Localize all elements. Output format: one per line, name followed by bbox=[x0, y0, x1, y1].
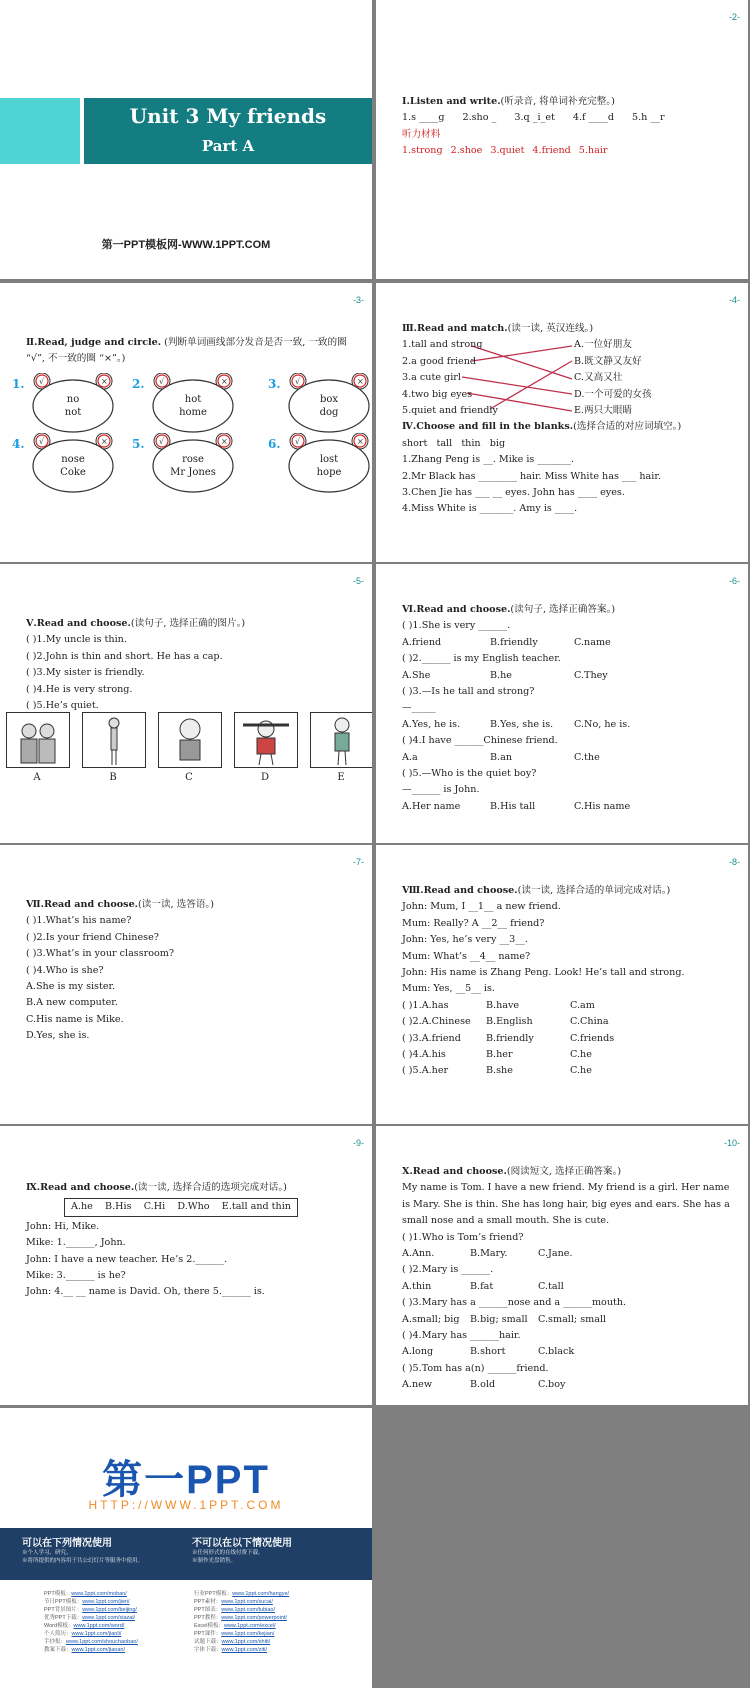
svg-text:×: × bbox=[221, 437, 228, 446]
text-line: D.Yes, she is. bbox=[26, 1030, 90, 1042]
text-line: John: I have a new teacher. He’s 2.______. bbox=[26, 1253, 228, 1265]
link-label: 试题下载： bbox=[194, 1639, 222, 1645]
text-line: ( )4.I have ______Chinese friend. bbox=[402, 735, 558, 747]
option: C.friends bbox=[570, 1032, 615, 1044]
word-2: not bbox=[64, 407, 82, 418]
link-label: 教案下载： bbox=[44, 1647, 72, 1653]
question-list bbox=[402, 618, 740, 815]
option-box: A.he B.His C.Hi D.Who E.tall and thin bbox=[64, 1198, 298, 1216]
text-line bbox=[402, 750, 740, 766]
link-row bbox=[44, 1622, 138, 1630]
slide-7 bbox=[0, 845, 372, 1124]
option: B.friendly bbox=[490, 636, 538, 648]
option: A.Ann. bbox=[402, 1248, 435, 1260]
reading-passage: My name is Tom. I have a new friend. My friend is a girl. Her name is Mary. She is thin. She has long hair, big eyes and ears. She has a small nose and a small mouth. She is cute. bbox=[402, 1182, 730, 1227]
can-use-title: 可以在下列情况使用 bbox=[22, 1538, 112, 1549]
link-url[interactable]: www.1ppt.com/ziti/ bbox=[221, 1647, 268, 1653]
usage-band bbox=[0, 1528, 372, 1580]
option: A.small; big bbox=[402, 1313, 460, 1325]
word-1: nose bbox=[61, 454, 85, 465]
text-line: ( )3.Mary has a ______nose and a ______mouth. bbox=[402, 1297, 627, 1309]
bear-number: 6. bbox=[268, 437, 281, 451]
option: A.long bbox=[402, 1346, 434, 1358]
text-line: John: Mum, I __1__ a new friend. bbox=[402, 901, 561, 913]
section-heading: Ⅹ.Read and choose. bbox=[402, 1166, 507, 1177]
section-heading-cn: (读一读, 选择合适的选项完成对话。) bbox=[134, 1182, 287, 1193]
svg-text:×: × bbox=[221, 377, 228, 386]
section-heading-cn: (听录音, 将单词补充完整。) bbox=[500, 96, 615, 107]
option: B.English bbox=[486, 1016, 533, 1028]
option: C.boy bbox=[538, 1379, 566, 1391]
text-line: C.His name is Mike. bbox=[26, 1013, 124, 1025]
page-number: -3- bbox=[353, 295, 364, 305]
text-line bbox=[402, 799, 740, 815]
slide-3 bbox=[0, 283, 372, 562]
page-number: -8- bbox=[729, 857, 740, 867]
text-line: ( )2.______ is my English teacher. bbox=[402, 653, 561, 665]
bear-words bbox=[150, 453, 236, 479]
link-label: 节日PPT模板： bbox=[44, 1599, 83, 1605]
text-line: Mum: What’s __4__ name? bbox=[402, 950, 531, 962]
cover-site-text: 第一PPT模板网-WWW.1PPT.COM bbox=[101, 239, 271, 251]
person-illustration-icon bbox=[159, 713, 221, 767]
section-heading: Ⅵ.Read and choose. bbox=[402, 604, 511, 615]
option: C.name bbox=[574, 636, 611, 648]
link-label: 行业PPT模板： bbox=[194, 1591, 233, 1597]
picture-d bbox=[234, 712, 298, 768]
fill-item: 2.sho _ bbox=[462, 112, 497, 124]
fill-item: 3.q _i_et bbox=[514, 112, 555, 124]
question-list bbox=[26, 913, 364, 1044]
option: ( )1.A.has bbox=[402, 999, 449, 1011]
word-bank: short tall thin big bbox=[402, 437, 506, 449]
page-number: -10- bbox=[723, 1138, 740, 1148]
answer-item: 1.strong bbox=[402, 145, 443, 157]
link-url[interactable]: www.1ppt.com/jiaoan/ bbox=[71, 1647, 126, 1653]
option: B.short bbox=[470, 1346, 506, 1358]
link-label: PPT模板： bbox=[44, 1591, 72, 1597]
text-line: A.She is my sister. bbox=[26, 981, 116, 993]
person-illustration-icon bbox=[7, 713, 69, 767]
text-line bbox=[402, 717, 740, 733]
section-heading-2: Ⅳ.Choose and fill in the blanks. bbox=[402, 421, 574, 433]
section-heading-cn: (判断单词画线部分发音是否一致, 一致的圈 “√”, 不一致的圈 “×”。) bbox=[26, 337, 347, 365]
link-label: 个人简历： bbox=[44, 1631, 72, 1637]
text-line: Mum: Really? A __2__ friend? bbox=[402, 917, 545, 929]
link-url[interactable]: www.1ppt.com/jieri/ bbox=[82, 1599, 130, 1605]
slide-10 bbox=[376, 1126, 748, 1405]
bear-words bbox=[286, 393, 372, 419]
link-row bbox=[44, 1638, 138, 1646]
text-line: 1.Zhang Peng is __. Mike is _______. bbox=[402, 454, 574, 466]
text-line: B.A new computer. bbox=[26, 997, 118, 1009]
svg-text:×: × bbox=[101, 437, 108, 446]
text-line: ( )2.Mary is ______. bbox=[402, 1264, 494, 1276]
match-right-item: E.两只大眼睛 bbox=[574, 405, 633, 417]
picture-e bbox=[310, 712, 372, 768]
text-line bbox=[402, 1279, 740, 1295]
link-list-left bbox=[44, 1590, 138, 1654]
text-line bbox=[402, 635, 740, 651]
option: A.friend bbox=[402, 636, 442, 648]
can-use-line: ※个人学习、研究。 bbox=[22, 1550, 72, 1556]
text-line bbox=[402, 1063, 740, 1079]
text-line bbox=[402, 1246, 740, 1262]
svg-text:√: √ bbox=[39, 437, 45, 446]
link-url[interactable]: www.1ppt.com/jianli/ bbox=[71, 1631, 122, 1637]
text-line: ( )3.—Is he tall and strong? bbox=[402, 686, 535, 698]
dialogue-list bbox=[402, 899, 740, 1079]
bear-item bbox=[268, 433, 372, 495]
text-line: —_____ bbox=[402, 702, 436, 714]
section-heading-2-cn: (选择合适的对应词填空。) bbox=[573, 421, 682, 433]
link-label: Word模板： bbox=[44, 1623, 74, 1629]
bear-words bbox=[286, 453, 372, 479]
picture-label: B bbox=[109, 772, 117, 783]
slide-6 bbox=[376, 564, 748, 843]
link-label: PPT图表： bbox=[194, 1607, 222, 1613]
link-url[interactable]: www.1ppt.com/tubiao/ bbox=[221, 1607, 276, 1613]
svg-text:√: √ bbox=[159, 377, 165, 386]
link-row bbox=[44, 1646, 138, 1654]
text-line: ( )1.Who is Tom’s friend? bbox=[402, 1231, 524, 1243]
word-1: hot bbox=[184, 394, 202, 405]
match-area bbox=[402, 337, 740, 419]
option: C.he bbox=[570, 1065, 592, 1077]
slide-8 bbox=[376, 845, 748, 1124]
text-line: ( )1.My uncle is thin. bbox=[26, 634, 127, 646]
person-illustration-icon bbox=[83, 713, 145, 767]
picture-label: E bbox=[337, 772, 345, 783]
link-row bbox=[194, 1646, 289, 1654]
svg-text:×: × bbox=[357, 377, 364, 386]
cover-title: Unit 3 My friends bbox=[129, 104, 327, 128]
text-line: ( )3.My sister is friendly. bbox=[26, 667, 145, 679]
option: ( )5.A.her bbox=[402, 1065, 449, 1077]
option: ( )4.A.his bbox=[402, 1049, 446, 1061]
slide-4 bbox=[376, 283, 748, 562]
link-row bbox=[194, 1622, 289, 1630]
link-row bbox=[44, 1590, 138, 1598]
slide-footer bbox=[0, 1408, 372, 1688]
dialogue-list bbox=[26, 1219, 364, 1301]
text-line: ( )1.What’s his name? bbox=[26, 915, 132, 927]
option: B.she bbox=[486, 1065, 513, 1077]
section-heading-cn: (阅读短文, 选择正确答案。) bbox=[506, 1166, 622, 1177]
option: C.China bbox=[570, 1016, 609, 1028]
word-1: no bbox=[66, 394, 80, 405]
link-label: PPT课件： bbox=[194, 1631, 222, 1637]
link-url[interactable]: www.1ppt.com/powerpoint/ bbox=[221, 1615, 287, 1621]
text-line: ( )2.Is your friend Chinese? bbox=[26, 931, 159, 943]
brand-url: HTTP://WWW.1PPT.COM bbox=[88, 1498, 284, 1512]
option: B.fat bbox=[470, 1280, 494, 1292]
bear-words bbox=[150, 393, 236, 419]
text-line bbox=[402, 668, 740, 684]
text-line: ( )3.What’s in your classroom? bbox=[26, 948, 175, 960]
slide-2 bbox=[376, 0, 748, 279]
fill-item: 5.h __r bbox=[632, 112, 665, 124]
section-heading-cn: (读句子, 选择正确的图片。) bbox=[130, 618, 246, 629]
link-label: 字体下载： bbox=[194, 1647, 222, 1653]
text-line bbox=[402, 1344, 740, 1360]
slide-9 bbox=[0, 1126, 372, 1405]
link-url[interactable]: www.1ppt.com/sucai/ bbox=[221, 1599, 273, 1605]
option: C.black bbox=[538, 1346, 575, 1358]
fill-item: 4.f ____d bbox=[572, 112, 614, 124]
slide-cover bbox=[0, 0, 372, 279]
bear-number: 2. bbox=[132, 377, 145, 391]
link-label: Excel模板： bbox=[194, 1623, 224, 1629]
link-url[interactable]: www.1ppt.com/excel/ bbox=[223, 1623, 276, 1629]
material-label: 听力材料 bbox=[402, 128, 441, 140]
link-row bbox=[44, 1598, 138, 1606]
option: C.the bbox=[574, 751, 600, 763]
answer-item: 5.hair bbox=[578, 145, 608, 157]
text-line bbox=[402, 1377, 740, 1393]
answer-item: 2.shoe bbox=[450, 145, 483, 157]
text-line: ( )4.Mary has ______hair. bbox=[402, 1330, 521, 1342]
page-number: -6- bbox=[729, 576, 740, 586]
word-2: home bbox=[179, 407, 207, 418]
text-line: John: His name is Zhang Peng. Look! He’s tall and strong. bbox=[402, 967, 685, 979]
option: C.am bbox=[570, 999, 595, 1011]
option: B.friendly bbox=[486, 1032, 534, 1044]
option: B.Yes, she is. bbox=[490, 718, 554, 730]
text-line bbox=[402, 1312, 740, 1328]
picture-b bbox=[82, 712, 146, 768]
match-left-item: 4.two big eyes bbox=[402, 388, 473, 400]
link-row bbox=[194, 1590, 289, 1598]
text-line: John: Hi, Mike. bbox=[26, 1220, 100, 1232]
bear-number: 1. bbox=[12, 377, 25, 391]
link-url[interactable]: www.1ppt.com/kejian/ bbox=[221, 1631, 275, 1637]
text-line: John: 4.__ __ name is David. Oh, there 5.______ is. bbox=[26, 1286, 265, 1298]
word-1: box bbox=[319, 394, 339, 405]
picture-label: A bbox=[33, 772, 41, 783]
picture-label: C bbox=[185, 772, 193, 783]
option: C.he bbox=[570, 1049, 592, 1061]
answer-list bbox=[402, 143, 740, 159]
page-number: -4- bbox=[729, 295, 740, 305]
link-row bbox=[194, 1598, 289, 1606]
option: ( )2.A.Chinese bbox=[402, 1016, 471, 1028]
text-line: John: Yes, he’s very __3__. bbox=[402, 934, 528, 946]
option: A.new bbox=[402, 1379, 433, 1391]
word-2: Coke bbox=[60, 467, 86, 478]
brand-logo: 第一PPT bbox=[102, 1458, 270, 1502]
word-2: dog bbox=[319, 407, 339, 418]
person-illustration-icon bbox=[311, 713, 372, 767]
svg-text:√: √ bbox=[295, 437, 301, 446]
link-list-right bbox=[194, 1590, 289, 1654]
text-line: Mike: 1.______, John. bbox=[26, 1237, 126, 1249]
link-label: 手抄报： bbox=[44, 1639, 67, 1645]
match-right-item: B.既文静又友好 bbox=[574, 355, 642, 367]
link-url[interactable]: www.1ppt.com/word/ bbox=[73, 1623, 125, 1629]
section-heading-cn: (读一读, 英汉连线。) bbox=[507, 323, 594, 334]
cover-subtitle: Part A bbox=[201, 137, 255, 155]
cover-accent-block bbox=[0, 98, 80, 164]
picture-a bbox=[6, 712, 70, 768]
option: B.her bbox=[486, 1049, 513, 1061]
slide-5 bbox=[0, 564, 372, 843]
link-url[interactable]: www.1ppt.com/hangye/ bbox=[232, 1591, 290, 1597]
text-line: Mike: 3.______ is he? bbox=[26, 1270, 126, 1282]
svg-text:×: × bbox=[101, 377, 108, 386]
text-line bbox=[402, 1014, 740, 1030]
text-line: Mum: Yes, __5__ is. bbox=[402, 983, 495, 995]
cannot-use-title: 不可以在以下情况使用 bbox=[192, 1538, 292, 1549]
section-heading: Ⅴ.Read and choose. bbox=[26, 618, 131, 629]
match-left-item: 5.quiet and friendly bbox=[402, 405, 498, 417]
option: C.No, he is. bbox=[574, 718, 631, 730]
match-right bbox=[574, 337, 652, 419]
text-line: ( )5.He’s quiet. bbox=[26, 700, 99, 712]
fill-item: 1.s ____g bbox=[402, 112, 445, 124]
text-line bbox=[402, 1031, 740, 1047]
match-left bbox=[402, 337, 498, 419]
section-heading: Ⅲ.Read and match. bbox=[402, 323, 508, 334]
text-line bbox=[402, 998, 740, 1014]
link-label: PPT教程： bbox=[194, 1615, 222, 1621]
svg-text:√: √ bbox=[39, 377, 45, 386]
can-use-line: ※将所提供的内容用于共公幻灯片等服务中使用。 bbox=[22, 1558, 144, 1564]
question-list bbox=[402, 1230, 740, 1394]
link-row bbox=[194, 1606, 289, 1614]
bear-words bbox=[30, 393, 116, 419]
section-heading: Ⅱ.Read, judge and circle. bbox=[26, 337, 162, 348]
option: B.big; small bbox=[470, 1313, 528, 1325]
link-url[interactable]: www.1ppt.com/shiti/ bbox=[221, 1639, 271, 1645]
option: B.Mary. bbox=[470, 1248, 508, 1260]
svg-text:×: × bbox=[357, 437, 364, 446]
option: C.They bbox=[574, 669, 608, 681]
bear-item bbox=[12, 433, 116, 495]
svg-text:√: √ bbox=[295, 377, 301, 386]
question-list bbox=[26, 632, 364, 714]
bear-words bbox=[30, 453, 116, 479]
match-left-item: 1.tall and strong bbox=[402, 339, 483, 351]
option: B.His tall bbox=[490, 800, 536, 812]
section-heading: Ⅶ.Read and choose. bbox=[26, 899, 139, 910]
link-label: PPT素材： bbox=[194, 1599, 222, 1605]
page-number: -5- bbox=[353, 576, 364, 586]
answer-item: 3.quiet bbox=[490, 145, 525, 157]
text-line: 3.Chen Jie has ___ __ eyes. John has ____ eyes. bbox=[402, 487, 625, 499]
page-number: -7- bbox=[353, 857, 364, 867]
match-left-item: 2.a good friend bbox=[402, 355, 477, 367]
match-right-item: D.一个可爱的女孩 bbox=[574, 388, 652, 400]
fill-items bbox=[402, 110, 740, 126]
text-line: ( )4.Who is she? bbox=[26, 964, 104, 976]
word-2: Mr Jones bbox=[170, 467, 216, 478]
page-number: -2- bbox=[729, 12, 740, 22]
bear-number: 5. bbox=[132, 437, 145, 451]
section-heading-cn: (读一读, 选答语。) bbox=[138, 899, 214, 910]
option: A.She bbox=[402, 669, 431, 681]
text-line: 4.Miss White is _______. Amy is ____. bbox=[402, 503, 578, 515]
text-line: ( )4.He is very strong. bbox=[26, 683, 133, 695]
text-line: ( )2.John is thin and short. He has a cap. bbox=[26, 650, 223, 662]
text-line: 2.Mr Black has ________ hair. Miss White has ___ hair. bbox=[402, 470, 661, 482]
link-url[interactable]: www.1ppt.com/moban/ bbox=[71, 1591, 127, 1597]
cannot-use-line: ※任何形式的在线付费下载。 bbox=[192, 1550, 264, 1556]
section-heading: Ⅷ.Read and choose. bbox=[402, 885, 518, 896]
option: B.have bbox=[486, 999, 520, 1011]
person-illustration-icon bbox=[235, 713, 297, 767]
text-line: ( )1.She is very ______. bbox=[402, 620, 511, 632]
word-2: hope bbox=[316, 467, 342, 478]
match-left-item: 3.a cute girl bbox=[402, 372, 461, 384]
option: B.old bbox=[470, 1379, 496, 1391]
link-row bbox=[44, 1614, 138, 1622]
cannot-use-line: ※制作光盘销售。 bbox=[192, 1558, 237, 1564]
option: A.Her name bbox=[402, 800, 461, 812]
link-url[interactable]: www.1ppt.com/shouchaobao/ bbox=[66, 1639, 138, 1645]
svg-text:√: √ bbox=[159, 437, 165, 446]
page-number: -9- bbox=[353, 1138, 364, 1148]
link-row bbox=[44, 1630, 138, 1638]
link-url[interactable]: www.1ppt.com/beijing/ bbox=[82, 1607, 137, 1613]
link-row bbox=[44, 1606, 138, 1614]
picture-c bbox=[158, 712, 222, 768]
option: B.he bbox=[490, 669, 512, 681]
option: C.His name bbox=[574, 800, 631, 812]
link-label: PPT背景图片： bbox=[44, 1607, 83, 1613]
fill-lines bbox=[402, 452, 740, 518]
option: C.Jane. bbox=[538, 1248, 573, 1260]
match-right-item: A.一位好朋友 bbox=[574, 339, 632, 351]
bear-item bbox=[132, 373, 236, 435]
option: A.a bbox=[402, 751, 418, 763]
picture-label: D bbox=[260, 772, 270, 783]
word-1: lost bbox=[319, 454, 339, 465]
text-line: ( )5.—Who is the quiet boy? bbox=[402, 768, 537, 780]
word-1: rose bbox=[182, 454, 204, 465]
section-heading: Ⅸ.Read and choose. bbox=[26, 1182, 135, 1193]
option: ( )3.A.friend bbox=[402, 1032, 461, 1044]
link-row bbox=[194, 1630, 289, 1638]
bear-item bbox=[132, 433, 236, 495]
bear-number: 3. bbox=[268, 377, 281, 391]
answer-item: 4.friend bbox=[532, 145, 571, 157]
bear-item bbox=[268, 373, 372, 435]
text-line: —______ is John. bbox=[402, 784, 480, 796]
text-line bbox=[402, 1047, 740, 1063]
section-heading: Ⅰ.Listen and write. bbox=[402, 96, 501, 107]
option: A.Yes, he is. bbox=[402, 718, 461, 730]
option: B.an bbox=[490, 751, 512, 763]
option: A.thin bbox=[402, 1280, 432, 1292]
section-heading-cn: (读一读, 选择合适的单词完成对话。) bbox=[517, 885, 671, 896]
link-row bbox=[194, 1638, 289, 1646]
bear-number: 4. bbox=[12, 437, 25, 451]
link-row bbox=[194, 1614, 289, 1622]
section-heading-cn: (读句子, 选择正确答案。) bbox=[510, 604, 616, 615]
option: C.small; small bbox=[538, 1313, 607, 1325]
text-line: ( )5.Tom has a(n) ______friend. bbox=[402, 1362, 549, 1374]
match-right-item: C.又高又壮 bbox=[574, 372, 623, 384]
option: C.tall bbox=[538, 1280, 564, 1292]
link-url[interactable]: www.1ppt.com/xiazai/ bbox=[82, 1615, 136, 1621]
link-label: 优秀PPT下载： bbox=[44, 1615, 83, 1621]
bear-item bbox=[12, 373, 116, 435]
